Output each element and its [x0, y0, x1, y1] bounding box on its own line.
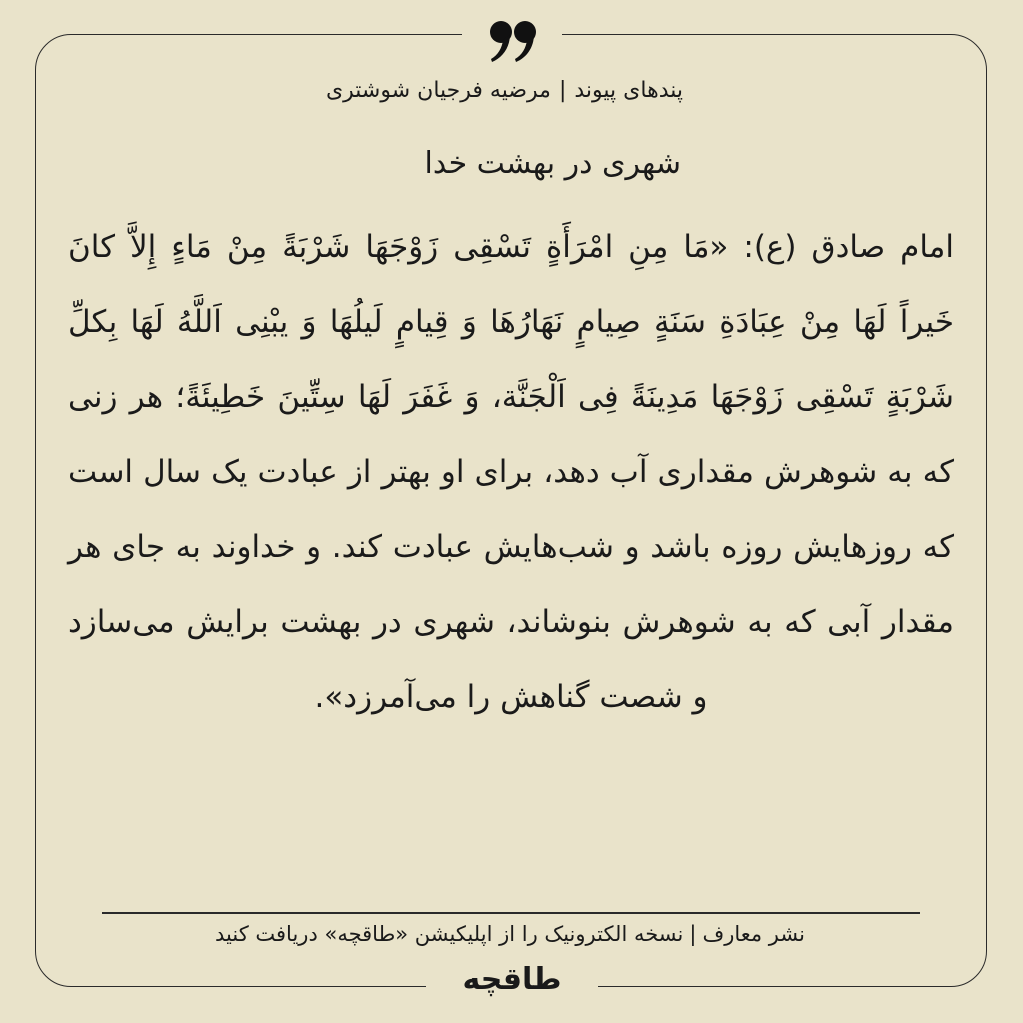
- publisher-name: نشر معارف: [702, 922, 805, 946]
- source-line: [326, 78, 683, 103]
- quote-icon: [488, 18, 538, 64]
- footer-separator: |: [689, 922, 697, 946]
- footer-line: [60, 922, 960, 946]
- book-title: پندهای پیوند: [574, 78, 683, 103]
- author-name: مرضیه فرجیان شوشتری: [325, 78, 551, 103]
- source-separator: |: [558, 78, 567, 103]
- page-title: شهری در بهشت خدا: [424, 146, 681, 181]
- hadith-text: امام صادق (ع): «مَا مِنِ امْرَأَةٍ تَسْقِی زَوْجَهَا شَرْبَةً مِنْ مَاءٍ إِلاَّ کانَ خَیراً لَهَا مِنْ عِبَادَةِ سَنَةٍ صِیامٍ نَهَارُهَا وَ قِیامٍ لَیلُهَا وَ یبْنِی اَللَّهُ لَهَا بِکلِّ شَرْبَةٍ تَسْقِی زَوْجَهَا مَدِینَةً فِی اَلْجَنَّة، وَ غَفَرَ لَهَا سِتِّینَ خَطِیئَةً؛ هر زنی که به شوهرش مقداری آب دهد، برای او بهتر از عبادت یک سال است که روزهایش روزه باشد و شب‌هایش عبادت کند. و خداوند به جای هر مقدار آبی که به شوهرش بنوشاند، شهری در بهشت برایش می‌سازد و شصت گناهش را می‌آمرزد».: [68, 229, 954, 715]
- taaghche-logo: طاقچه: [462, 962, 562, 997]
- footer-divider: [102, 912, 920, 914]
- footer-note: نسخه الکترونیک را از اپلیکیشن «طاقچه» دریافت کنید: [215, 922, 684, 946]
